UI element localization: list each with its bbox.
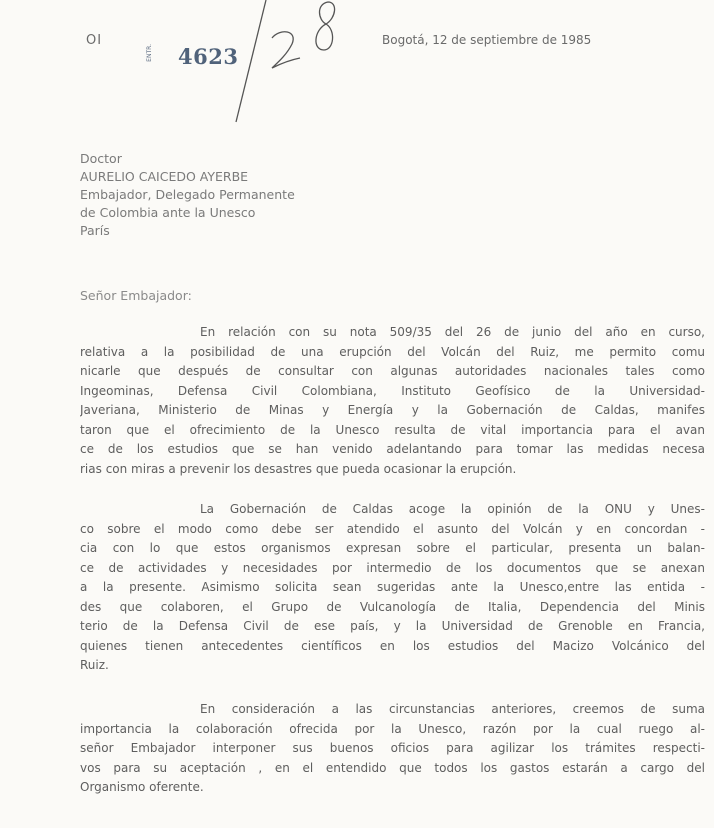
- entry-stamp-label: ENTR.: [146, 44, 153, 62]
- text-line: rias con miras a prevenir los desastres que pueda ocasionar la erupción.: [80, 461, 517, 476]
- text-line: La Gobernación de Caldas acoge la opinión de la ONU y Unes-: [200, 502, 705, 516]
- handwritten-annotation-icon: [228, 0, 368, 125]
- text-line: quienes tienen antecedentes científicos en los estudios del Macizo Volcánico del: [80, 638, 705, 653]
- text-line: vos para su aceptación , en el entendido que todos los gastos estarán a cargo del: [80, 760, 705, 775]
- text-line: Organismo oferente.: [80, 780, 204, 794]
- salutation: Señor Embajador:: [80, 288, 192, 303]
- text-line: Ruiz.: [80, 658, 109, 672]
- text-line: relativa a la posibilidad de una erupción del Volcán del Ruiz, me permito comu: [80, 344, 705, 359]
- text-line: ce de los estudios que se han venido adelantando para tomar las medidas necesa: [80, 442, 705, 456]
- entry-stamp-number: 4623: [178, 44, 239, 69]
- text-line: importancia la colaboración ofrecida por la Unesco, razón por la cual ruego al-: [80, 721, 705, 736]
- text-line: terio de la Defensa Civil de ese país, y la Universidad de Grenoble en Francia,: [80, 619, 705, 633]
- addressee-position: Embajador, Delegado Permanente: [80, 187, 295, 202]
- addressee-block: [80, 150, 295, 240]
- paragraph-2: [80, 500, 705, 676]
- reference-code: OI: [86, 33, 103, 48]
- text-line: cia con lo que estos organismos expresan sobre el particular, presenta un balan-: [80, 541, 705, 555]
- text-line: En relación con su nota 509/35 del 26 de junio del año en curso,: [200, 325, 705, 339]
- addressee-city: París: [80, 223, 110, 238]
- letter-date: Bogotá, 12 de septiembre de 1985: [382, 33, 592, 47]
- text-line: señor Embajador interponer sus buenos oficios para agilizar los trámites respecti-: [80, 741, 705, 755]
- paragraph-3: [80, 700, 705, 798]
- text-line: taron que el ofrecimiento de la Unesco resulta de vital importancia para el avan: [80, 422, 705, 437]
- text-line: des que colaboren, el Grupo de Vulcanología de Italia, Dependencia del Minis: [80, 599, 705, 614]
- text-line: Javeriana, Ministerio de Minas y Energía y la Gobernación de Caldas, manifes: [80, 403, 705, 417]
- addressee-title: Doctor: [80, 151, 122, 166]
- text-line: nicarle que después de consultar con algunas autoridades nacionales tales como: [80, 364, 705, 378]
- addressee-name: AURELIO CAICEDO AYERBE: [80, 169, 249, 184]
- addressee-organization: de Colombia ante la Unesco: [80, 205, 256, 220]
- text-line: a la presente. Asimismo solicita sean sugeridas ante la Unesco,entre las entida -: [80, 580, 705, 594]
- text-line: co sobre el modo como debe ser atendido el asunto del Volcán y en concordan -: [80, 521, 705, 536]
- paragraph-1: [80, 323, 705, 479]
- text-line: Ingeominas, Defensa Civil Colombiana, Instituto Geofísico de la Universidad-: [80, 383, 705, 398]
- text-line: ce de actividades y necesidades por intermedio de los documentos que se anexan: [80, 560, 705, 575]
- text-line: En consideración a las circunstancias anteriores, creemos de suma: [200, 702, 705, 716]
